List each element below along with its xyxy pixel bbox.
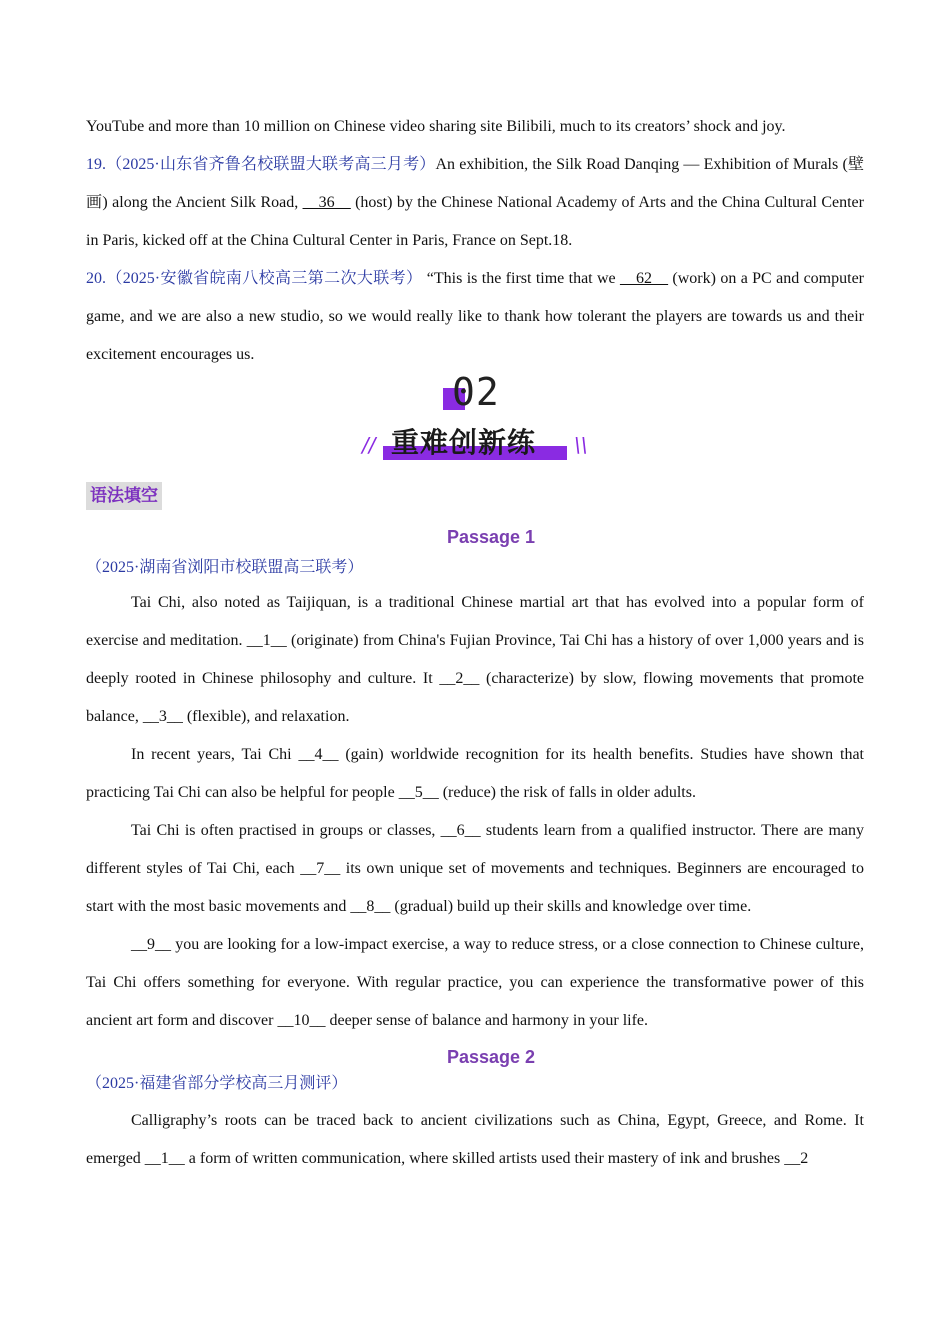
badge-left-mark: // bbox=[362, 433, 376, 457]
question-19 bbox=[86, 146, 864, 260]
passage-2-title: Passage 2 bbox=[446, 1047, 536, 1067]
passage-1-para-3: Tai Chi is often practised in groups or classes, __6__ students learn from a qualified instructor. There are many different styles of Tai Chi, each __7__ its own unique set of movements and techniques. Beginners are encouraged to start with the most basic movements and __8__ (gradual) build up their skills and knowledge over time. bbox=[86, 822, 864, 915]
passage-1-title: Passage 1 bbox=[446, 527, 536, 547]
badge-number: 02 bbox=[452, 370, 500, 414]
question-20-source: （2025·安徽省皖南八校高三第二次大联考） bbox=[106, 270, 423, 287]
question-20 bbox=[86, 260, 864, 374]
passage-2-para-1: Calligraphy’s roots can be traced back to ancient civilizations such as China, Egypt, Greece, and Rome. It emerged __1__ a form of written communication, where skilled artists used their mastery of ink and brushes __2 bbox=[86, 1112, 864, 1167]
badge-right-mark: \\ bbox=[574, 433, 588, 457]
question-19-text-b: (host) by the Chinese National Academy of Arts and the China Cultural Center in Paris, kicked off at the China Cultural Center in Paris, France on Sept.18. bbox=[86, 194, 864, 249]
question-20-number: 20. bbox=[86, 270, 106, 287]
question-19-number: 19. bbox=[86, 156, 106, 173]
section-badge bbox=[86, 370, 864, 476]
document-page bbox=[86, 108, 864, 1178]
section-tag: 语法填空 bbox=[86, 482, 162, 510]
question-19-text-a: An exhibition, the Silk Road Danqing — Exhibition of Murals (壁画) along the Ancient Silk Road, bbox=[86, 156, 864, 211]
passage-1-source: （2025·湖南省浏阳市校联盟高三联考） bbox=[86, 559, 364, 576]
passage-1-para-2: In recent years, Tai Chi __4__ (gain) worldwide recognition for its health benefits. Studies have shown that practicing Tai Chi can also be helpful for people __5__ (reduce) the risk of falls in older adults. bbox=[86, 746, 864, 801]
passage-2-source: （2025·福建省部分学校高三月测评） bbox=[86, 1075, 348, 1092]
carry-over-line: YouTube and more than 10 million on Chinese video sharing site Bilibili, much to its creators’ shock and joy. bbox=[86, 118, 786, 135]
question-19-source: （2025·山东省齐鲁名校联盟大联考高三月考） bbox=[106, 156, 436, 173]
question-20-text-b: (work) on a PC and computer game, and we are also a new studio, so we would really like to thank how tolerant the players are towards us and their excitement encourages us. bbox=[86, 270, 865, 363]
question-20-blank: __62__ bbox=[620, 270, 669, 287]
question-20-text-a: “This is the first time that we bbox=[422, 270, 621, 287]
passage-1-para-1: Tai Chi, also noted as Taijiquan, is a traditional Chinese martial art that has evolved into a popular form of exercise and meditation. __1__ (originate) from China's Fujian Province, Tai Chi has a history of over 1,000 years and is deeply rooted in Chinese philosophy and culture. It __2__ (characterize) by slow, flowing movements that promote balance, __3__ (flexible), and relaxation. bbox=[86, 594, 864, 725]
question-19-blank: __36__ bbox=[302, 194, 351, 211]
passage-1-para-4: __9__ you are looking for a low-impact exercise, a way to reduce stress, or a close connection to Chinese culture, Tai Chi offers something for everyone. With regular practice, you can experience the transformative power of this ancient art form and discover __10__ deeper sense of balance and harmony in your life. bbox=[86, 936, 864, 1029]
badge-title: 重难创新练 bbox=[391, 426, 537, 459]
